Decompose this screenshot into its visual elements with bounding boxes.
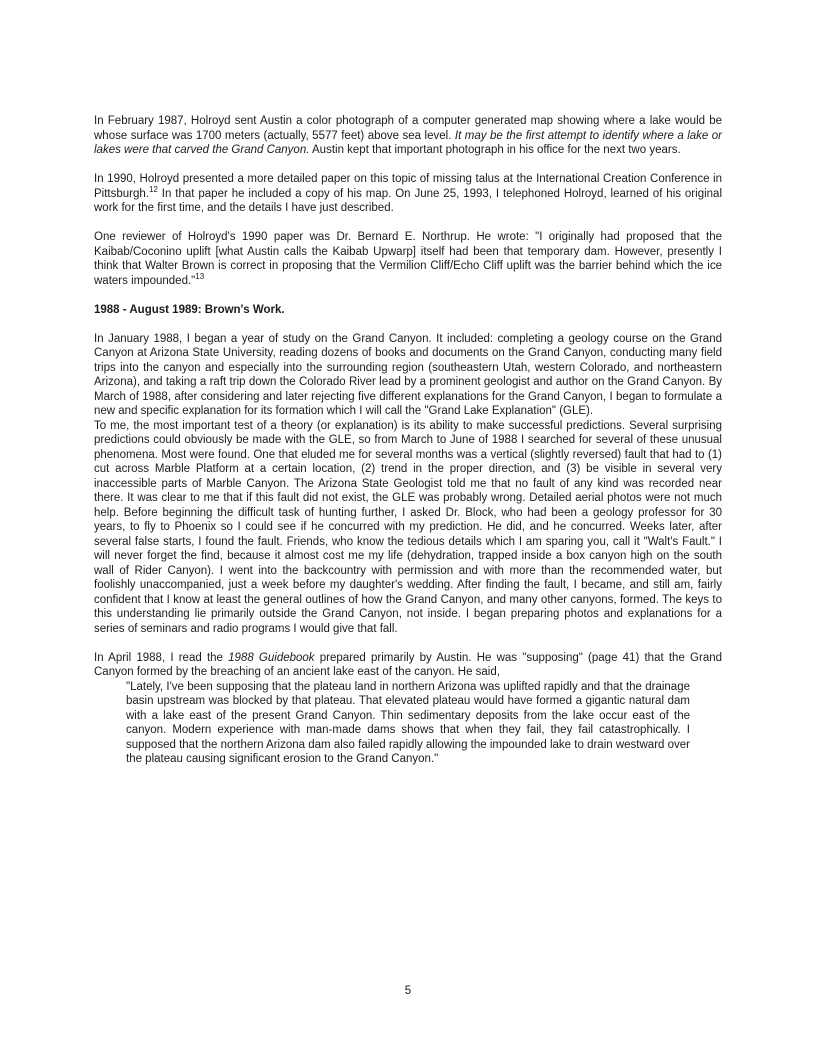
paragraph-text: In that paper he included a copy of his map. On June 25, 1993, I telephoned Holroyd, learned of his original work for the first time, and the details I have just described. bbox=[94, 187, 722, 214]
paragraph-text: In 1990, Holroyd presented a more detailed paper on this topic of missing talus at the International Creation Conference in Pittsburgh. bbox=[94, 173, 722, 200]
section-heading: 1988 - August 1989: Brown's Work. bbox=[94, 303, 285, 316]
footnote-marker-12: 12 bbox=[148, 184, 158, 194]
paragraph-guidebook-intro bbox=[94, 651, 722, 680]
paragraph-text: Austin kept that important photograph in his office for the next two years. bbox=[309, 144, 681, 156]
paragraph-text: prepared primarily by Austin. He was "supposing" (page 41) that the Grand Canyon formed by the breaching of an ancient lake east of the canyon. He said, bbox=[94, 651, 723, 678]
italic-text: 1988 Guidebook bbox=[228, 651, 315, 664]
paragraph-text: In February 1987, Holroyd sent Austin a color photograph of a computer generated map showing where a lake would be whose surface was 1700 meters (actually, 5577 feet) above sea level. bbox=[94, 115, 722, 142]
paragraph-northrup-review bbox=[94, 230, 722, 288]
paragraph-year-of-study bbox=[94, 332, 722, 419]
italic-text: It may be the first attempt to identify where a lake or lakes were that carved the Grand Canyon. bbox=[94, 129, 722, 156]
page-number: 5 bbox=[404, 985, 412, 997]
paragraph-text: In January 1988, I began a year of study on the Grand Canyon. It included: completing a geology course on the Grand Canyon at Arizona State University, reading dozens of books and documents on the Grand Canyon, conducting many field trips into the canyon and especially into the surrounding region (southeastern Utah, western Colorado, and northeastern Arizona), and taking a raft trip down the Colorado River lead by a prominent geologist and author on the Grand Canyon. By March of 1988, after considering and later rejecting five different explanations for the Grand Canyon, I began to formulate a new and specific explanation for its formation which I will call the "Grand Lake Explanation" (GLE). bbox=[94, 332, 722, 417]
document-body bbox=[94, 114, 722, 781]
paragraph-holroyd-photo bbox=[94, 114, 722, 158]
paragraph-1990-paper bbox=[94, 172, 722, 216]
paragraph-text: One reviewer of Holroyd's 1990 paper was Dr. Bernard E. Northrup. He wrote: "I originally had proposed that the Kaibab/Coconino uplift [what Austin calls the Kaibab Upwarp] itself had been that temporary dam. However, presently I think that Walter Brown is correct in proposing that the Vermilion Cliff/Echo Cliff uplift was the barrier behind which the ice waters impounded." bbox=[94, 231, 722, 287]
austin-quote: "Lately, I've been supposing that the plateau land in northern Arizona was uplifted rapidly and that the drainage basin upstream was blocked by that plateau. That elevated plateau would have formed a gigantic natural dam with a lake east of the present Grand Canyon. Thin sedimentary deposits from the lake occur east of the canyon. Modern experience with man-made dams shows that when they fail, they fail catastrophically. I supposed that the northern Arizona dam also failed rapidly allowing the impounded lake to drain westward over the plateau causing significant erosion to the Grand Canyon." bbox=[126, 680, 690, 765]
footnote-marker-13: 13 bbox=[195, 271, 205, 281]
paragraph-text: To me, the most important test of a theory (or explanation) is its ability to make successful predictions. Several surprising predictions could obviously be made with the GLE, so from March to June of 1988 I searched for several of these unusual phenomena. Most were found. One that eluded me for several months was a vertical (slightly reversed) fault that had to (1) cut across Marble Platform at a certain location, (2) trend in the proper direction, and (3) be visible in several very inaccessible parts of Marble Canyon. The Arizona State Geologist told me that no fault of any kind was recorded near there. It was clear to me that if this fault did not exist, the GLE was probably wrong. Detailed aerial photos were not much help. Before beginning the difficult task of hunting further, I asked Dr. Block, who had been a geology professor for 30 years, to fly to Phoenix so I could see if he concurred with my prediction. He did, and he concurred. Weeks later, after several false starts, I found the fault. Friends, who know the tedious details which I am sparing you, call it "Walt's Fault." I will never forget the find, because it almost cost me my life (dehydration, trapped inside a box canyon high on the south wall of Rider Canyon). I went into the backcountry with permission and with more than the recommended water, but foolishly unaccompanied, just a week before my daughter's wedding. After finding the fault, I became, and still am, fairly confident that I know at least the general outlines of how the Grand Canyon, and many other canyons, formed. The keys to this understanding lie primarily outside the Grand Canyon, not inside. I began preparing photos and explanations for a series of seminars and radio programs I would give that fall. bbox=[94, 419, 722, 635]
paragraph-predictions-fault bbox=[94, 419, 722, 637]
paragraph-text: In April 1988, I read the bbox=[94, 651, 229, 664]
